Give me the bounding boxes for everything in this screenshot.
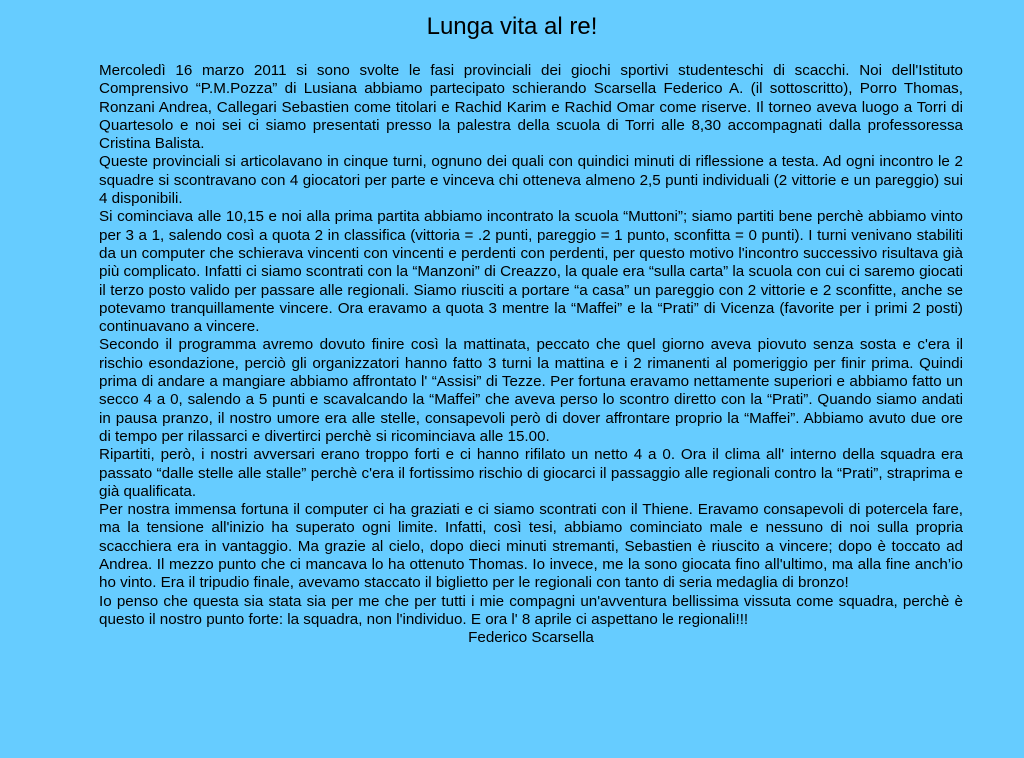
article-body	[99, 62, 963, 648]
paragraph: Mercoledì 16 marzo 2011 si sono svolte le fasi provinciali dei giochi sportivi studenteschi di scacchi. Noi dell'Istituto Comprensivo “P.M.Pozza” di Lusiana abbiamo partecipato schierando Scarsella Federico A. (il sottoscritto), Porro Thomas, Ronzani Andrea, Callegari Sebastien come titolari e Rachid Karim e Rachid Omar come riserve. Il torneo aveva luogo a Torri di Quartesolo e noi sei ci siamo presentati presso la palestra della scuola di Torri alle 8,30 accompagnati dalla professoressa Cristina Balista.	[99, 62, 963, 153]
page-title: Lunga vita al re!	[426, 13, 598, 40]
paragraph: Si cominciava alle 10,15 e noi alla prima partita abbiamo incontrato la scuola “Muttoni”; siamo partiti bene perchè abbiamo vinto per 3 a 1, salendo così a quota 2 in classifica (vittoria = .2 punti, pareggio = 1 punto, sconfitta = 0 punti). I turni venivano stabiliti da un computer che schierava vincenti con vincenti e perdenti con perdenti, per questo motivo l'incontro successivo risultava già più complicato. Infatti ci siamo scontrati con la “Manzoni” di Creazzo, la quale era “sulla carta” la scuola con cui ci saremo giocati il terzo posto valido per passare alle regionali. Siamo riusciti a portare “a casa” un pareggio con 2 vittorie e 2 sconfitte, anche se potevamo tranquillamente vincere. Ora eravamo a quota 3 mentre la “Maffei” e la “Prati” di Vicenza (favorite per i primi 2 posti) continuavano a vincere.	[99, 208, 963, 336]
paragraph: Queste provinciali si articolavano in cinque turni, ognuno dei quali con quindici minuti di riflessione a testa. Ad ogni incontro le 2 squadre si scontravano con 4 giocatori per parte e vinceva chi otteneva almeno 2,5 punti individuali (2 vittorie e un pareggio) sui 4 disponibili.	[99, 153, 963, 208]
paragraph: Per nostra immensa fortuna il computer ci ha graziati e ci siamo scontrati con il Thiene. Eravamo consapevoli di potercela fare, ma la tensione all'inizio ha superato ogni limite. Infatti, così tesi, abbiamo cominciato male e nessuno di noi sulla propria scacchiera era in vantaggio. Ma grazie al cielo, dopo dieci minuti stremanti, Sebastien è riuscito a vincere; dopo è toccato ad Andrea. Il mezzo punto che ci mancava lo ha ottenuto Thomas. Io invece, me la sono giocata fino all'ultimo, ma alla fine anch’io ho vinto. Era il tripudio finale, avevamo staccato il biglietto per le regionali con tanto di seria medaglia di bronzo!	[99, 501, 963, 592]
paragraph: Ripartiti, però, i nostri avversari erano troppo forti e ci hanno rifilato un netto 4 a 0. Ora il clima all' interno della squadra era passato “dalle stelle alle stalle” perchè c'era il fortissimo rischio di giocarci il passaggio alle regionali contro la “Prati”, straprima e già qualificata.	[99, 446, 963, 500]
author-signature: Federico Scarsella	[468, 629, 594, 647]
paragraph: Secondo il programma avremo dovuto finire così la mattinata, peccato che quel giorno aveva piovuto senza sosta e c'era il rischio esondazione, perciò gli organizzatori hanno fatto 3 turni la mattina e i 2 rimanenti al pomeriggio per finir prima. Quindi prima di andare a mangiare abbiamo affrontato l' “Assisi” di Tezze. Per fortuna eravamo nettamente superiori e abbiamo fatto un secco 4 a 0, salendo a 5 punti e scavalcando la “Maffei” che aveva perso lo scontro diretto con la “Prati”. Quando siamo andati in pausa pranzo, il nostro umore era alle stelle, consapevoli però di dover affrontare proprio la “Maffei”. Abbiamo avuto due ore di tempo per rilassarci e divertirci perchè si ricominciava alle 15.00.	[99, 336, 963, 445]
paragraph: Io penso che questa sia stata sia per me che per tutti i mie compagni un'avventura bellissima vissuta come squadra, perchè è questo il nostro punto forte: la squadra, non l'individuo. E ora l' 8 aprile ci aspettano le regionali!!!	[99, 592, 963, 628]
